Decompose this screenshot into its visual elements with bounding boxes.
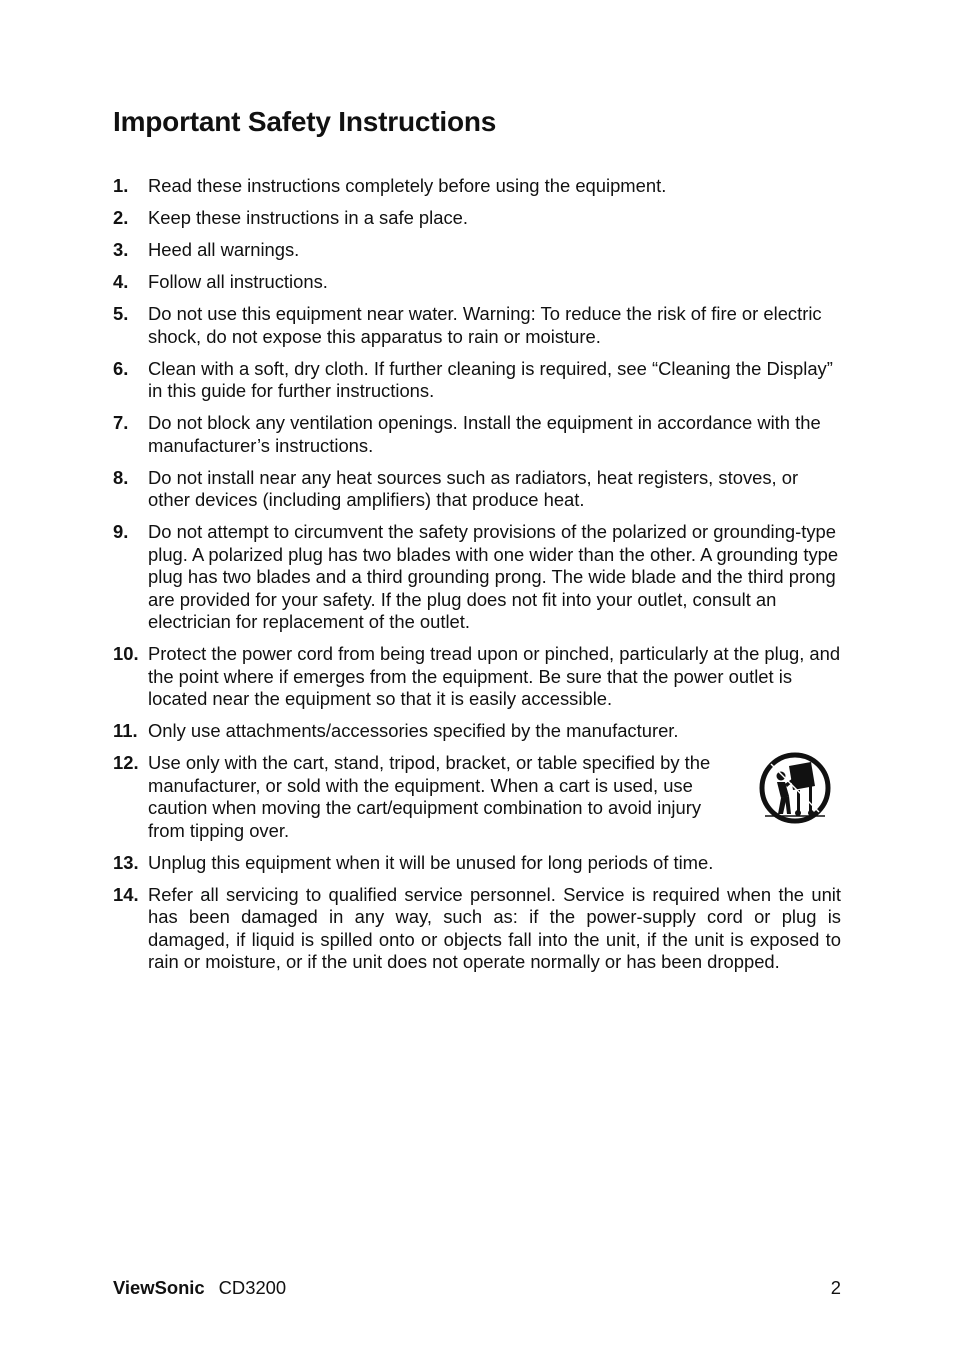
footer-brand: ViewSonic [113,1277,205,1298]
item-number: 10. [113,643,139,664]
cart-tip-over-warning-icon [759,752,831,824]
item-text: Read these instructions completely before using the equipment. [148,175,667,196]
item-number: 6. [113,357,129,379]
list-item [113,521,841,634]
list-item [113,467,841,512]
item-number: 11. [113,720,138,741]
list-item [113,752,841,842]
list-item [113,303,841,348]
item-text: Unplug this equipment when it will be unused for long periods of time. [148,851,714,873]
item-text: Do not install near any heat sources such as radiators, heat registers, stoves, or other devices (including amplifiers) that produce heat. [148,466,799,510]
item-text: Do not use this equipment near water. Warning: To reduce the risk of fire or electric shock, do not expose this apparatus to rain or moisture. [148,303,822,347]
item-text: Do not attempt to circumvent the safety provisions of the polarized or grounding-type plug. A polarized plug has two blades with one wider than the other. A grounding type plug has two blades and a third grounding prong. The wide blade and the third prong are provided for your safety. If the plug does not fit into your outlet, consult an electrician for replacement of the outlet. [148,521,839,632]
list-item [113,271,841,294]
item-text: Only use attachments/accessories specified by the manufacturer. [148,720,679,741]
list-item [113,207,841,230]
page-footer [113,1277,841,1299]
footer-model: CD3200 [218,1277,287,1298]
item-text: Follow all instructions. [148,271,328,292]
item-number: 7. [113,412,129,433]
list-item [113,412,841,457]
item-text: Clean with a soft, dry cloth. If further cleaning is required, see “Cleaning the Display” in this guide for further instructions. [148,357,833,401]
list-item [113,239,841,262]
item-text: Refer all servicing to qualified service personnel. Service is required when the unit has been damaged in any way, such as: if the power-supply cord or plug is damaged, if liquid is spilled onto or objects fall into the unit, if the unit is exposed to rain or moisture, or if the unit does not operate normally or has been dropped. [148,883,841,972]
item-text: Protect the power cord from being tread upon or pinched, particularly at the plug, and the point where if emerges from the equipment. Be sure that the power outlet is located near the equipment so that it is easily accessible. [148,643,841,709]
list-item [113,884,841,974]
page-title: Important Safety Instructions [113,106,497,137]
list-item [113,643,841,711]
item-text: Do not block any ventilation openings. Install the equipment in accordance with the manufacturer’s instructions. [148,412,821,456]
item-number: 4. [113,271,129,292]
item-number: 13. [113,851,139,873]
item-text: Use only with the cart, stand, tripod, bracket, or table specified by the manufacturer, or sold with the equipment. When a cart is used, use caution when moving the cart/equipment combination to avoid injury from tipping over. [148,752,711,841]
item-number: 1. [113,175,129,196]
item-number: 2. [113,207,129,228]
page-number: 2 [830,1277,841,1298]
item-number: 5. [113,303,129,324]
list-item [113,852,841,875]
list-item [113,175,841,198]
list-item [113,358,841,403]
item-text: Keep these instructions in a safe place. [148,207,468,228]
item-number: 14. [113,883,139,905]
item-number: 8. [113,466,129,488]
item-text: Heed all warnings. [148,239,300,260]
item-number: 9. [113,521,129,542]
list-item [113,720,841,743]
item-number: 12. [113,752,139,773]
safety-instructions-list [113,175,841,983]
item-number: 3. [113,239,129,260]
